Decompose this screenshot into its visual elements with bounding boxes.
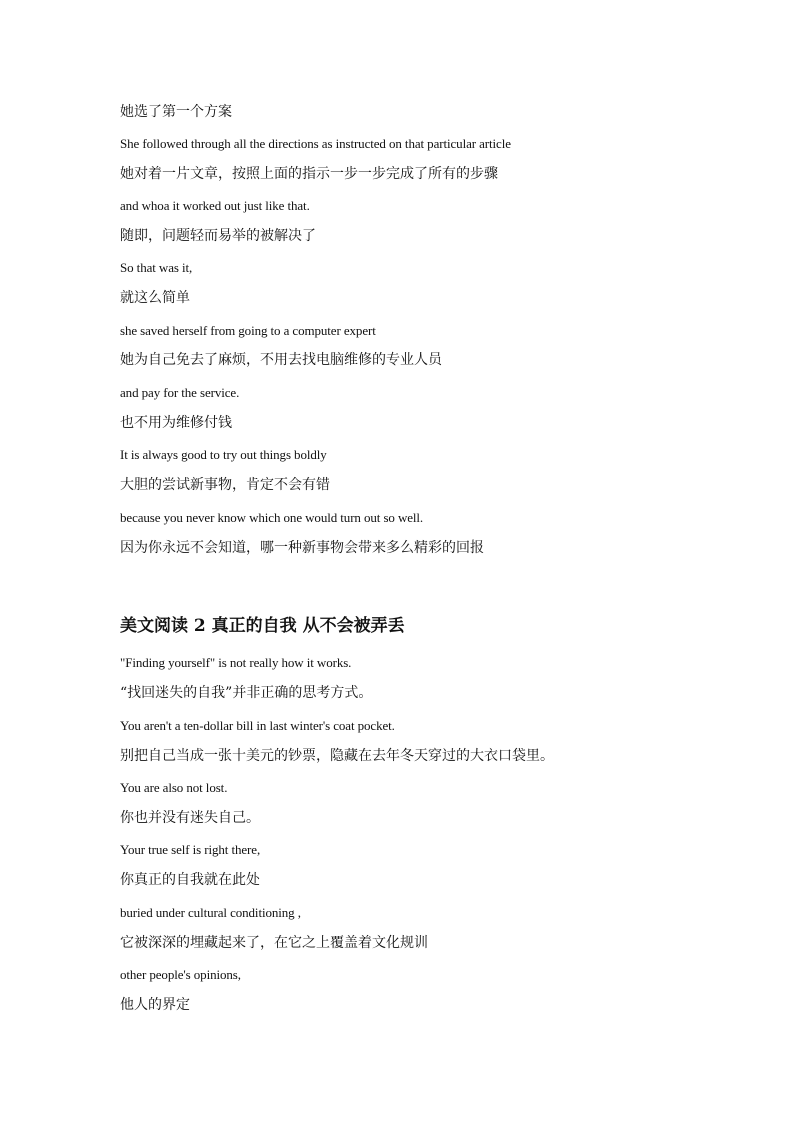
text-line-en: and pay for the service.: [120, 385, 240, 400]
text-line-en: other people's opinions,: [120, 967, 241, 982]
text-line-zh: 他人的界定: [120, 997, 190, 1013]
text-line-zh: 它被深深的埋藏起来了，在它之上覆盖着文化规训: [120, 935, 428, 951]
text-line-en: and whoa it worked out just like that.: [120, 198, 310, 213]
text-line-zh: 她对着一片文章，按照上面的指示一步一步完成了所有的步骤: [120, 166, 498, 182]
text-line-en: Your true self is right there,: [120, 842, 261, 857]
text-line-en: she saved herself from going to a computer expert: [120, 323, 376, 338]
text-line-zh: 就这么简单: [120, 290, 190, 306]
text-line-en: "Finding yourself" is not really how it works.: [120, 655, 352, 670]
text-line-en: So that was it,: [120, 260, 193, 275]
text-line-zh: 你真正的自我就在此处: [120, 872, 260, 888]
text-line-en: You aren't a ten-dollar bill in last winter's coat pocket.: [120, 718, 395, 733]
text-line-zh: 因为你永远不会知道，哪一种新事物会带来多么精彩的回报: [120, 540, 484, 556]
text-line-zh: “找回迷失的自我”并非正确的思考方式。: [120, 685, 373, 701]
section-heading: 美文阅读 2 真正的自我 从不会被弄丢: [120, 616, 405, 636]
text-line-zh: 你也并没有迷失自己。: [120, 810, 260, 826]
text-line-zh: 随即，问题轻而易举的被解决了: [120, 228, 316, 244]
text-line-en: because you never know which one would turn out so well.: [120, 510, 424, 525]
text-line-en: It is always good to try out things boldly: [120, 447, 327, 462]
text-line-zh: 她选了第一个方案: [120, 104, 232, 120]
text-line-en: She followed through all the directions as instructed on that particular article: [120, 136, 511, 151]
text-line-zh: 也不用为维修付钱: [120, 415, 232, 431]
text-line-zh: 大胆的尝试新事物，肯定不会有错: [120, 477, 330, 493]
text-line-zh: 她为自己免去了麻烦，不用去找电脑维修的专业人员: [120, 352, 442, 368]
text-line-zh: 别把自己当成一张十美元的钞票，隐藏在去年冬天穿过的大衣口袋里。: [120, 748, 554, 764]
text-line-en: You are also not lost.: [120, 780, 228, 795]
text-line-en: buried under cultural conditioning ,: [120, 905, 301, 920]
